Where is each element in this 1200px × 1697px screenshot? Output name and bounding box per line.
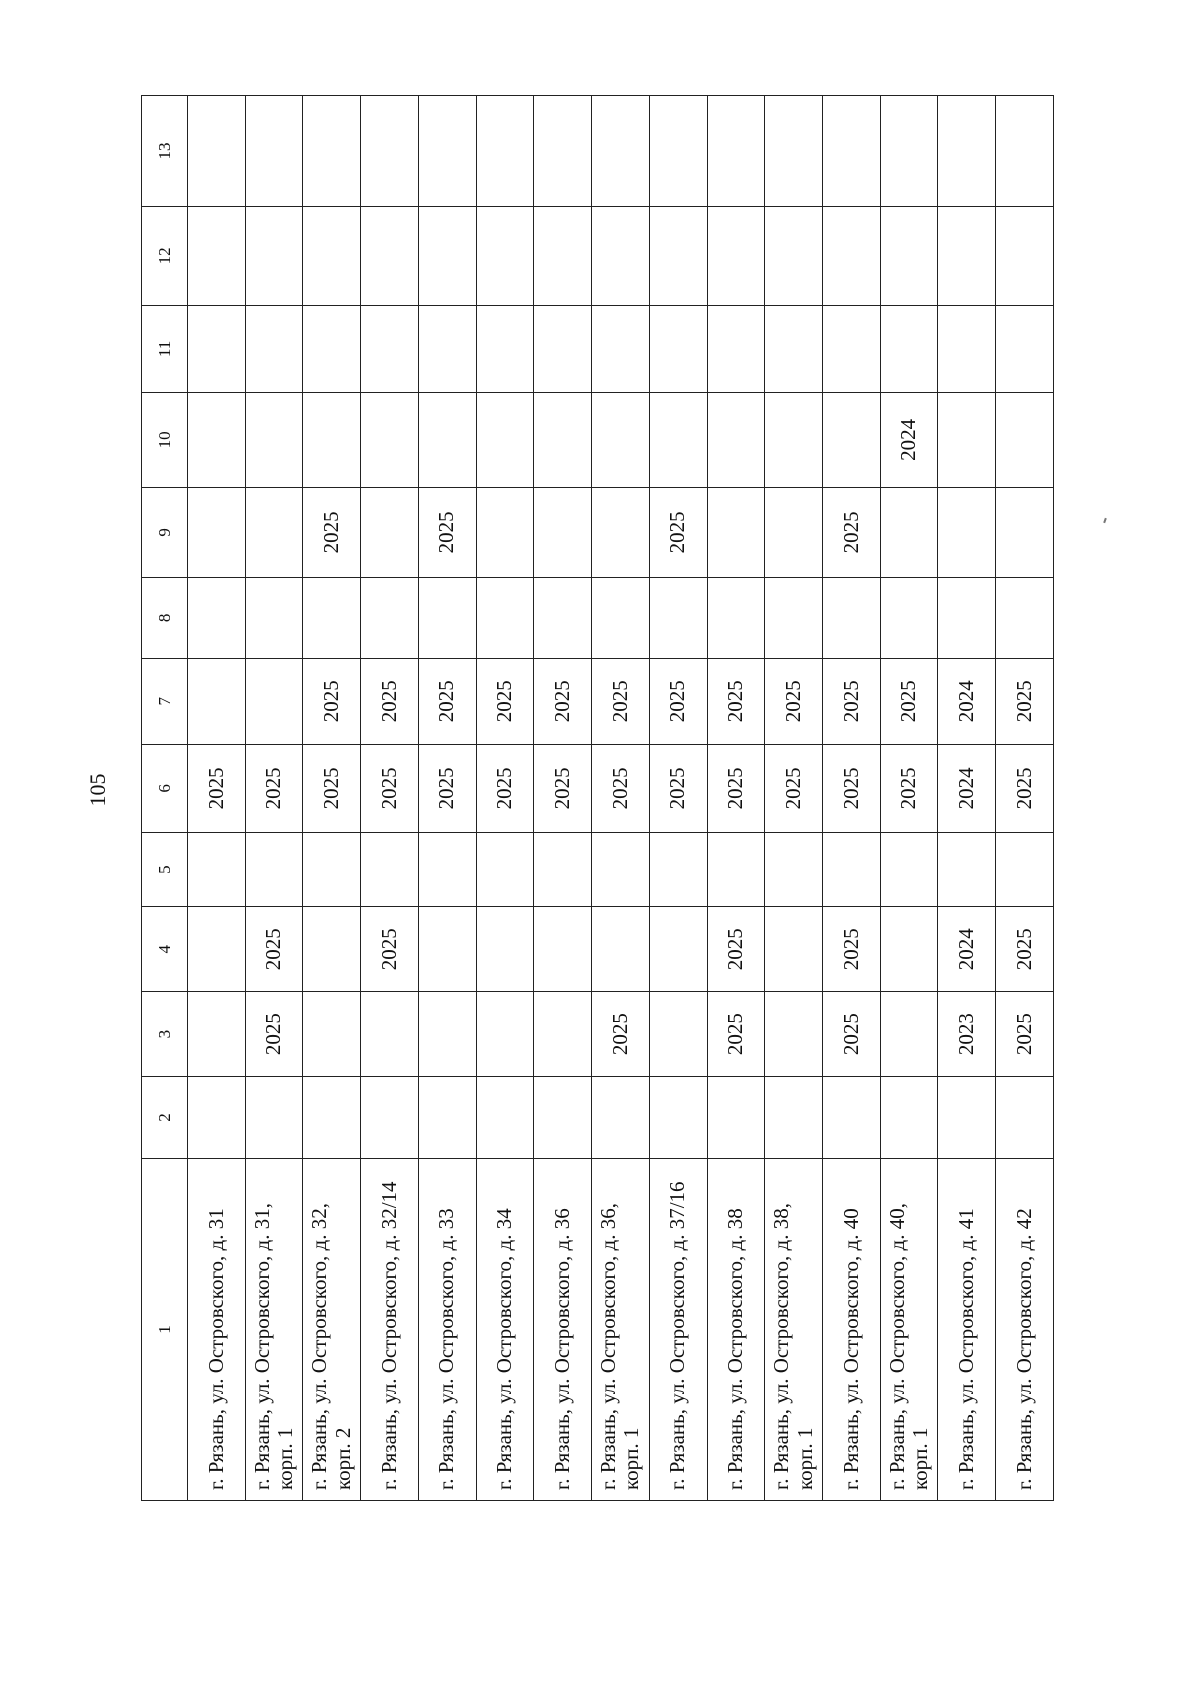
address-cell: г. Рязань, ул. Островского, д. 36 bbox=[534, 1158, 592, 1500]
year-cell bbox=[880, 96, 938, 207]
year-cell: 2025 bbox=[418, 658, 476, 744]
year-cell bbox=[765, 832, 823, 906]
table-row bbox=[938, 96, 996, 1501]
year-cell bbox=[765, 487, 823, 577]
year-cell bbox=[592, 907, 650, 992]
column-header: 9 bbox=[142, 487, 188, 577]
year-cell bbox=[187, 658, 245, 744]
year-cell bbox=[707, 578, 765, 659]
year-cell bbox=[361, 393, 419, 488]
year-cell bbox=[187, 305, 245, 392]
address-cell: г. Рязань, ул. Островского, д. 32, корп. 2 bbox=[303, 1158, 361, 1500]
year-cell bbox=[822, 393, 880, 488]
year-cell bbox=[880, 305, 938, 392]
year-cell bbox=[996, 832, 1054, 906]
year-cell: 2025 bbox=[880, 658, 938, 744]
year-cell bbox=[245, 305, 303, 392]
year-cell bbox=[822, 832, 880, 906]
year-cell bbox=[649, 1077, 707, 1159]
year-cell: 2024 bbox=[938, 907, 996, 992]
year-cell bbox=[822, 305, 880, 392]
table-row bbox=[303, 96, 361, 1501]
table-row bbox=[592, 96, 650, 1501]
table-row bbox=[707, 96, 765, 1501]
year-cell bbox=[938, 578, 996, 659]
year-cell: 2025 bbox=[187, 744, 245, 832]
year-cell bbox=[476, 992, 534, 1077]
year-cell bbox=[187, 393, 245, 488]
year-cell bbox=[187, 206, 245, 305]
year-cell bbox=[187, 832, 245, 906]
year-cell: 2025 bbox=[707, 992, 765, 1077]
table-row bbox=[996, 96, 1054, 1501]
column-header: 5 bbox=[142, 832, 188, 906]
year-cell bbox=[245, 832, 303, 906]
table-row bbox=[418, 96, 476, 1501]
year-cell bbox=[707, 393, 765, 488]
year-cell: 2025 bbox=[649, 658, 707, 744]
address-cell: г. Рязань, ул. Островского, д. 34 bbox=[476, 1158, 534, 1500]
year-cell bbox=[996, 578, 1054, 659]
year-cell bbox=[880, 1077, 938, 1159]
year-cell: 2025 bbox=[822, 744, 880, 832]
year-cell bbox=[187, 96, 245, 207]
year-cell: 2025 bbox=[361, 907, 419, 992]
year-cell bbox=[822, 1077, 880, 1159]
year-cell bbox=[996, 96, 1054, 207]
year-cell: 2025 bbox=[534, 658, 592, 744]
year-cell bbox=[996, 1077, 1054, 1159]
year-cell: 2025 bbox=[822, 992, 880, 1077]
year-cell: 2025 bbox=[303, 658, 361, 744]
table-body bbox=[142, 96, 1054, 1501]
year-cell bbox=[476, 206, 534, 305]
year-cell bbox=[418, 992, 476, 1077]
year-cell bbox=[649, 992, 707, 1077]
year-cell bbox=[938, 305, 996, 392]
year-cell bbox=[938, 96, 996, 207]
year-cell: 2025 bbox=[822, 658, 880, 744]
year-cell bbox=[649, 578, 707, 659]
year-cell bbox=[707, 487, 765, 577]
year-cell bbox=[765, 96, 823, 207]
year-cell bbox=[938, 1077, 996, 1159]
column-header: 13 bbox=[142, 96, 188, 207]
year-cell bbox=[534, 206, 592, 305]
year-cell bbox=[649, 206, 707, 305]
year-cell bbox=[649, 907, 707, 992]
address-cell: г. Рязань, ул. Островского, д. 38, корп. 1 bbox=[765, 1158, 823, 1500]
year-cell: 2025 bbox=[418, 487, 476, 577]
year-cell bbox=[187, 487, 245, 577]
year-cell bbox=[418, 206, 476, 305]
year-cell bbox=[996, 487, 1054, 577]
year-cell bbox=[418, 96, 476, 207]
table-row bbox=[880, 96, 938, 1501]
register-table bbox=[141, 95, 1054, 1501]
year-cell bbox=[938, 487, 996, 577]
year-cell bbox=[592, 1077, 650, 1159]
year-cell bbox=[245, 393, 303, 488]
year-cell: 2024 bbox=[880, 393, 938, 488]
year-cell bbox=[303, 206, 361, 305]
year-cell bbox=[938, 206, 996, 305]
year-cell: 2025 bbox=[418, 744, 476, 832]
year-cell bbox=[245, 578, 303, 659]
address-cell: г. Рязань, ул. Островского, д. 37/16 bbox=[649, 1158, 707, 1500]
year-cell bbox=[303, 992, 361, 1077]
address-cell: г. Рязань, ул. Островского, д. 33 bbox=[418, 1158, 476, 1500]
address-cell: г. Рязань, ул. Островского, д. 31 bbox=[187, 1158, 245, 1500]
column-header: 10 bbox=[142, 393, 188, 488]
year-cell: 2025 bbox=[765, 658, 823, 744]
year-cell bbox=[592, 206, 650, 305]
year-cell bbox=[476, 1077, 534, 1159]
year-cell: 2025 bbox=[880, 744, 938, 832]
year-cell bbox=[534, 832, 592, 906]
year-cell bbox=[245, 487, 303, 577]
year-cell bbox=[592, 487, 650, 577]
year-cell bbox=[303, 96, 361, 207]
year-cell bbox=[303, 578, 361, 659]
year-cell: 2025 bbox=[534, 744, 592, 832]
year-cell bbox=[996, 393, 1054, 488]
year-cell: 2025 bbox=[996, 744, 1054, 832]
address-cell: г. Рязань, ул. Островского, д. 42 bbox=[996, 1158, 1054, 1500]
year-cell bbox=[822, 578, 880, 659]
year-cell bbox=[534, 96, 592, 207]
year-cell bbox=[649, 305, 707, 392]
year-cell bbox=[765, 1077, 823, 1159]
year-cell: 2025 bbox=[592, 744, 650, 832]
year-cell: 2025 bbox=[303, 744, 361, 832]
address-cell: г. Рязань, ул. Островского, д. 40, корп. 1 bbox=[880, 1158, 938, 1500]
year-cell: 2025 bbox=[361, 744, 419, 832]
table-row bbox=[765, 96, 823, 1501]
year-cell: 2025 bbox=[996, 658, 1054, 744]
year-cell bbox=[880, 206, 938, 305]
year-cell bbox=[534, 1077, 592, 1159]
year-cell bbox=[476, 96, 534, 207]
year-cell: 2025 bbox=[592, 992, 650, 1077]
address-cell: г. Рязань, ул. Островского, д. 36, корп. 1 bbox=[592, 1158, 650, 1500]
year-cell bbox=[592, 305, 650, 392]
year-cell: 2025 bbox=[361, 658, 419, 744]
year-cell bbox=[880, 992, 938, 1077]
column-header: 6 bbox=[142, 744, 188, 832]
year-cell bbox=[476, 832, 534, 906]
year-cell bbox=[592, 578, 650, 659]
address-cell: г. Рязань, ул. Островского, д. 38 bbox=[707, 1158, 765, 1500]
year-cell bbox=[765, 578, 823, 659]
year-cell bbox=[765, 992, 823, 1077]
table-row bbox=[476, 96, 534, 1501]
year-cell bbox=[707, 832, 765, 906]
year-cell bbox=[187, 578, 245, 659]
year-cell bbox=[765, 907, 823, 992]
year-cell bbox=[303, 1077, 361, 1159]
year-cell bbox=[534, 907, 592, 992]
year-cell: 2025 bbox=[476, 744, 534, 832]
year-cell bbox=[880, 578, 938, 659]
year-cell: 2025 bbox=[822, 907, 880, 992]
year-cell bbox=[534, 305, 592, 392]
year-cell bbox=[707, 1077, 765, 1159]
year-cell bbox=[707, 305, 765, 392]
year-cell: 2025 bbox=[649, 744, 707, 832]
year-cell bbox=[361, 832, 419, 906]
year-cell bbox=[476, 907, 534, 992]
column-header: 3 bbox=[142, 992, 188, 1077]
year-cell bbox=[765, 305, 823, 392]
year-cell: 2025 bbox=[245, 744, 303, 832]
year-cell bbox=[187, 1077, 245, 1159]
year-cell: 2025 bbox=[707, 658, 765, 744]
year-cell bbox=[361, 487, 419, 577]
scan-speck bbox=[1103, 518, 1107, 523]
year-cell bbox=[476, 487, 534, 577]
year-cell: 2025 bbox=[303, 487, 361, 577]
year-cell bbox=[592, 393, 650, 488]
column-header: 7 bbox=[142, 658, 188, 744]
year-cell bbox=[303, 832, 361, 906]
year-cell bbox=[996, 305, 1054, 392]
year-cell: 2025 bbox=[765, 744, 823, 832]
year-cell: 2025 bbox=[245, 907, 303, 992]
address-cell: г. Рязань, ул. Островского, д. 40 bbox=[822, 1158, 880, 1500]
column-header: 4 bbox=[142, 907, 188, 992]
year-cell: 2024 bbox=[938, 658, 996, 744]
year-cell bbox=[418, 1077, 476, 1159]
year-cell bbox=[418, 305, 476, 392]
address-cell: г. Рязань, ул. Островского, д. 31, корп. 1 bbox=[245, 1158, 303, 1500]
table-row bbox=[187, 96, 245, 1501]
year-cell bbox=[418, 832, 476, 906]
year-cell bbox=[476, 305, 534, 392]
address-cell: г. Рязань, ул. Островского, д. 32/14 bbox=[361, 1158, 419, 1500]
year-cell bbox=[245, 1077, 303, 1159]
year-cell bbox=[822, 206, 880, 305]
year-cell bbox=[707, 206, 765, 305]
column-header: 8 bbox=[142, 578, 188, 659]
year-cell: 2025 bbox=[476, 658, 534, 744]
table-row bbox=[822, 96, 880, 1501]
column-header: 11 bbox=[142, 305, 188, 392]
year-cell: 2025 bbox=[245, 992, 303, 1077]
year-cell bbox=[649, 393, 707, 488]
year-cell bbox=[765, 393, 823, 488]
year-cell: 2025 bbox=[996, 907, 1054, 992]
rotated-table-wrapper bbox=[141, 95, 1054, 1501]
year-cell: 2025 bbox=[996, 992, 1054, 1077]
year-cell bbox=[303, 305, 361, 392]
year-cell bbox=[476, 578, 534, 659]
year-cell bbox=[418, 907, 476, 992]
year-cell bbox=[592, 832, 650, 906]
column-header: 12 bbox=[142, 206, 188, 305]
year-cell bbox=[534, 487, 592, 577]
year-cell bbox=[707, 96, 765, 207]
year-cell: 2025 bbox=[707, 744, 765, 832]
page-number: 105 bbox=[85, 773, 110, 807]
year-cell bbox=[534, 578, 592, 659]
header-row bbox=[142, 96, 188, 1501]
table-row bbox=[245, 96, 303, 1501]
year-cell bbox=[996, 206, 1054, 305]
year-cell: 2024 bbox=[938, 744, 996, 832]
year-cell bbox=[649, 96, 707, 207]
year-cell bbox=[822, 96, 880, 207]
year-cell bbox=[592, 96, 650, 207]
year-cell bbox=[938, 832, 996, 906]
table-row bbox=[361, 96, 419, 1501]
year-cell: 2025 bbox=[649, 487, 707, 577]
year-cell bbox=[938, 393, 996, 488]
year-cell bbox=[880, 832, 938, 906]
year-cell bbox=[245, 658, 303, 744]
column-header: 1 bbox=[142, 1158, 188, 1500]
year-cell bbox=[361, 96, 419, 207]
year-cell bbox=[418, 393, 476, 488]
year-cell bbox=[361, 1077, 419, 1159]
year-cell bbox=[534, 393, 592, 488]
year-cell: 2023 bbox=[938, 992, 996, 1077]
column-header: 2 bbox=[142, 1077, 188, 1159]
year-cell bbox=[418, 578, 476, 659]
address-cell: г. Рязань, ул. Островского, д. 41 bbox=[938, 1158, 996, 1500]
table-row bbox=[534, 96, 592, 1501]
table-row bbox=[649, 96, 707, 1501]
year-cell bbox=[361, 206, 419, 305]
year-cell bbox=[245, 206, 303, 305]
year-cell: 2025 bbox=[707, 907, 765, 992]
year-cell bbox=[880, 487, 938, 577]
year-cell bbox=[361, 305, 419, 392]
year-cell bbox=[649, 832, 707, 906]
year-cell bbox=[303, 907, 361, 992]
year-cell bbox=[361, 578, 419, 659]
year-cell bbox=[303, 393, 361, 488]
year-cell bbox=[187, 992, 245, 1077]
year-cell bbox=[361, 992, 419, 1077]
year-cell: 2025 bbox=[822, 487, 880, 577]
year-cell bbox=[245, 96, 303, 207]
year-cell bbox=[534, 992, 592, 1077]
year-cell bbox=[187, 907, 245, 992]
year-cell: 2025 bbox=[592, 658, 650, 744]
year-cell bbox=[476, 393, 534, 488]
year-cell bbox=[880, 907, 938, 992]
year-cell bbox=[765, 206, 823, 305]
